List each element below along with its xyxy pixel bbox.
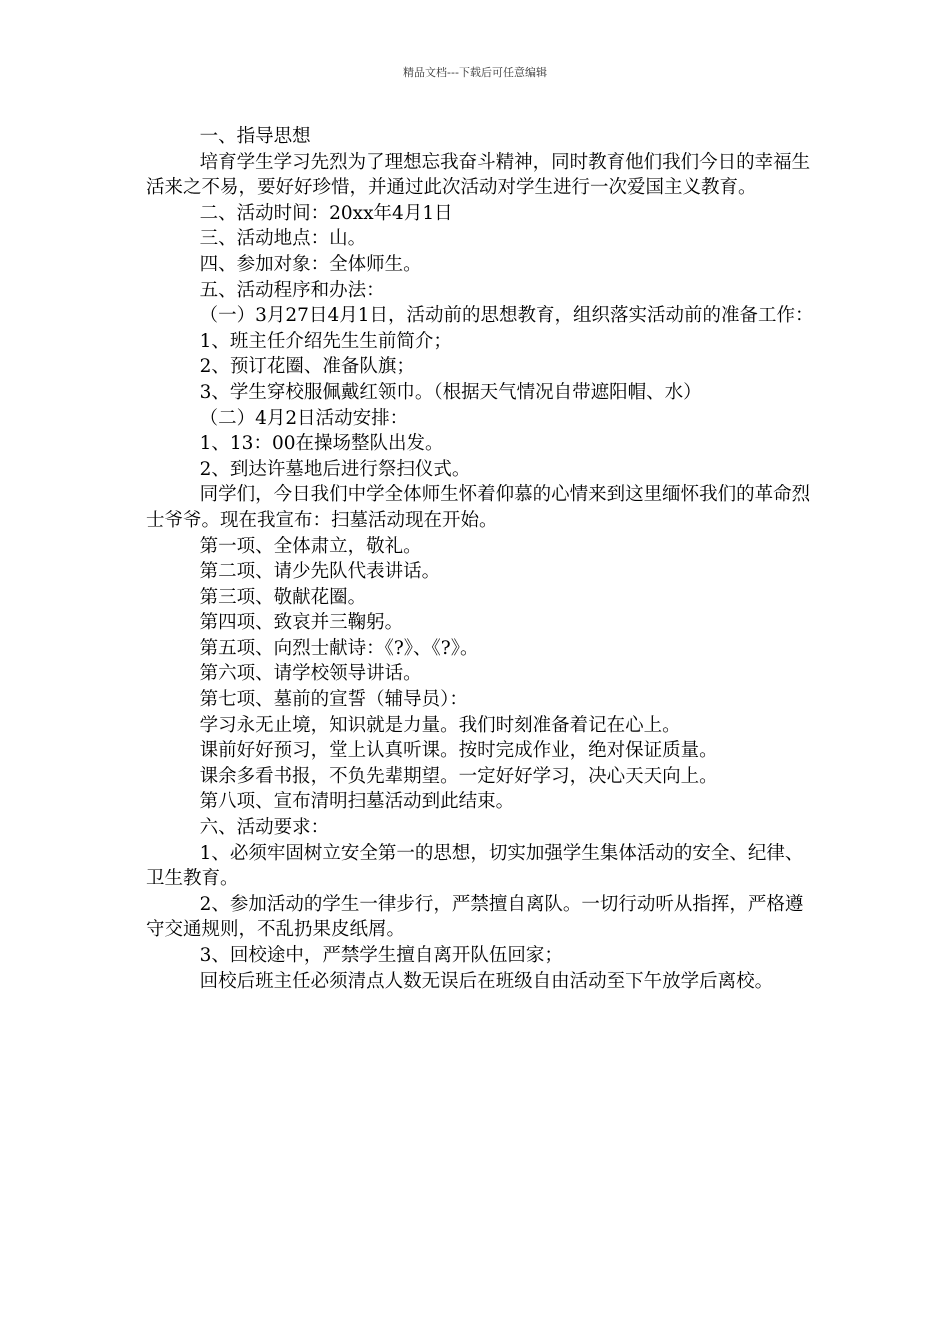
requirement-item: 2、参加活动的学生一律步行，严禁擅自离队。一切行动听从指挥，严格遵守交通规则，不乱扔果皮纸屑。 [146, 893, 804, 941]
paragraph-speech: 同学们，今日我们中学全体师生怀着仰慕的心情来到这里缅怀我们的革命烈士爷爷。现在我宣布：扫墓活动现在开始。 [146, 484, 811, 531]
ceremony-item: 第四项、致哀并三鞠躬。 [199, 612, 404, 634]
ceremony-item: 第二项、请少先队代表讲话。 [199, 561, 441, 583]
oath-line: 课余多看书报，不负先辈期望。一定好好学习，决心天天向上。 [199, 765, 718, 787]
requirement-item: 3、回校途中，严禁学生擅自离开队伍回家； [199, 945, 563, 966]
document-body [146, 124, 816, 994]
ceremony-item: 第五项、向烈士献诗：《?》、《?》。 [199, 637, 479, 659]
heading-requirements: 六、活动要求： [199, 817, 330, 839]
subheading-arrangement: （二）4月2日活动安排： [199, 407, 409, 429]
requirement-item: 1、必须牢固树立安全第一的思想，切实加强学生集体活动的安全、纪律、卫生教育。 [146, 842, 804, 890]
heading-guiding-thought: 一、指导思想 [199, 126, 311, 147]
list-item: 1、班主任介绍先生生前简介； [199, 330, 452, 352]
oath-line: 学习永无止境，知识就是力量。我们时刻准备着记在心上。 [199, 714, 681, 736]
subheading-preparation: （一）3月27日4月1日，活动前的思想教育，组织落实活动前的准备工作： [199, 305, 814, 327]
list-item: 2、预订花圈、准备队旗； [199, 356, 415, 378]
paragraph-purpose: 培育学生学习先烈为了理想忘我奋斗精神，同时教育他们我们今日的幸福生活来之不易，要好好珍惜，并通过此次活动对学生进行一次爱国主义教育。 [146, 151, 811, 199]
heading-participants: 四、参加对象：全体师生。 [199, 253, 422, 275]
ceremony-item: 第七项、墓前的宣誓（辅导员）： [199, 689, 468, 711]
ceremony-item: 第六项、请学校领导讲话。 [199, 663, 422, 685]
ceremony-item: 第八项、宣布清明扫墓活动到此结束。 [199, 791, 515, 813]
oath-line: 课前好好预习，堂上认真听课。按时完成作业，绝对保证质量。 [199, 740, 718, 762]
page-header-watermark: 精品文档---下载后可任意编辑 [403, 66, 547, 79]
heading-activity-time: 二、活动时间：20xx年4月1日 [199, 202, 453, 224]
requirement-item: 回校后班主任必须清点人数无误后在班级自由活动至下午放学后离校。 [199, 970, 774, 992]
heading-procedure: 五、活动程序和办法： [199, 279, 385, 301]
heading-activity-location: 三、活动地点：山。 [199, 228, 367, 250]
ceremony-item: 第三项、敬献花圈。 [199, 586, 367, 608]
list-item: 2、到达许墓地后进行祭扫仪式。 [199, 458, 471, 480]
list-item: 1、13：00在操场整队出发。 [199, 433, 444, 455]
list-item: 3、学生穿校服佩戴红领巾。（根据天气情况自带遮阳帽、水） [199, 381, 702, 403]
ceremony-item: 第一项、全体肃立，敬礼。 [199, 535, 422, 557]
